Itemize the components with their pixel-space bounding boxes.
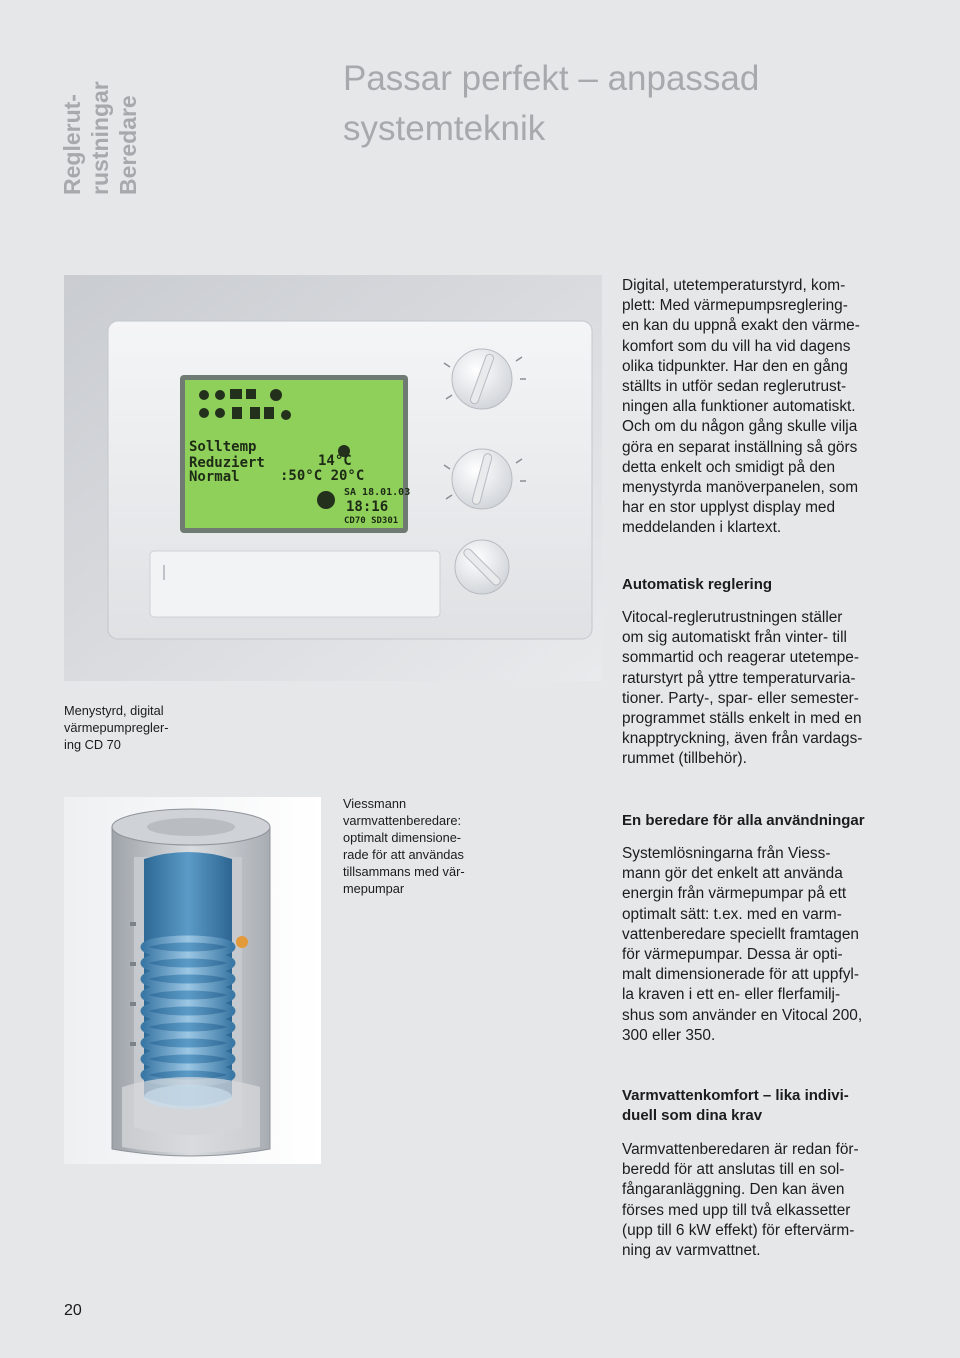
dial-knob-middle xyxy=(452,449,512,509)
paragraph-line: ning av varmvattnet. xyxy=(622,1242,761,1260)
paragraph-line: 300 eller 350. xyxy=(622,1026,716,1044)
paragraph-line: Vitocal-reglerutrustningen ställer xyxy=(622,609,843,626)
heading-beredare: En beredare för alla användningar xyxy=(622,812,865,829)
page-number: 20 xyxy=(64,1302,82,1319)
paragraph-automatisk-reglering xyxy=(622,608,922,770)
paragraph-line: energin från värmepumpar på ett xyxy=(622,885,847,903)
lcd-row3-label: Normal xyxy=(189,469,240,485)
intro-line: olika tidpunkter. Har den en gång xyxy=(622,357,848,375)
intro-line: har en stor upplyst display med xyxy=(622,499,836,517)
heading-line: Varmvattenkomfort – lika indivi- xyxy=(622,1087,849,1104)
caption-line: varmvattenberedare: xyxy=(343,813,462,828)
page-headline xyxy=(343,54,903,154)
paragraph-line: tioner. Party-, spar- eller semester- xyxy=(622,689,859,707)
intro-line: menystyrda manöverpanelen, som xyxy=(622,479,859,497)
lcd-footer: CD70 SD301 xyxy=(344,516,399,526)
lcd-time: 18:16 xyxy=(346,499,389,515)
paragraph-line: la kraven i ett en- eller flerfamilj- xyxy=(622,986,841,1004)
dial-knob-bottom xyxy=(455,540,509,594)
paragraph-line: Systemlösningarna från Viess- xyxy=(622,845,831,862)
paragraph-line: vattenberedare speciellt framtagen xyxy=(622,925,859,943)
caption-line: mepumpar xyxy=(343,881,405,896)
paragraph-line: (upp till 6 kW effekt) för eftervärm- xyxy=(622,1221,855,1239)
paragraph-line: malt dimensionerade för att uppfyl- xyxy=(622,966,859,984)
paragraph-line: rummet (tillbehör). xyxy=(622,750,747,768)
side-label-line1: Reglerut- xyxy=(59,94,85,195)
paragraph-line: shus som använder en Vitocal 200, xyxy=(622,1006,863,1024)
headline-line2: systemteknik xyxy=(343,109,546,148)
side-label-line3: Beredare xyxy=(115,95,141,195)
paragraph-line: Varmvattenberedaren är redan för- xyxy=(622,1141,859,1158)
intro-line: Och om du någon gång skulle vilja xyxy=(622,418,858,436)
lcd-date: SA 18.01.03 xyxy=(344,487,411,498)
intro-paragraph xyxy=(622,276,922,539)
caption-line: rade för att användas xyxy=(343,847,464,862)
caption-line: Viessmann xyxy=(343,796,407,811)
paragraph-line: sommartid och reagerar utetempe- xyxy=(622,649,859,667)
paragraph-line: mann gör det enkelt att använda xyxy=(622,865,843,883)
caption-line: värmepumpregler- xyxy=(64,720,169,735)
intro-line: detta enkelt och smidigt på den xyxy=(622,458,836,476)
paragraph-line: om sig automatiskt från vinter- till xyxy=(622,629,847,647)
paragraph-line: för värmepumpar. Dessa är opti- xyxy=(622,946,843,964)
heading-varmvattenkomfort xyxy=(622,1086,922,1126)
paragraph-line: raturstyrt på yttre temperaturvaria- xyxy=(622,669,856,687)
section-side-label xyxy=(58,60,153,195)
caption-tank xyxy=(343,795,483,897)
paragraph-line: optimalt sätt: t.ex. med en varm- xyxy=(622,905,842,923)
caption-line: ing CD 70 xyxy=(64,737,121,752)
lcd-row1-value: 14°C xyxy=(318,453,352,469)
side-label-line2: rustningar xyxy=(87,81,113,195)
caption-line: optimalt dimensione- xyxy=(343,830,462,845)
dial-knob-top xyxy=(452,349,512,409)
heading-line: duell som dina krav xyxy=(622,1107,763,1124)
paragraph-beredare xyxy=(622,844,922,1046)
controller-image xyxy=(64,275,602,681)
intro-line: plett: Med värmepumpsreglering- xyxy=(622,297,848,315)
intro-line: meddelanden i klartext. xyxy=(622,519,782,537)
intro-line: ningen alla funktioner automatiskt. xyxy=(622,398,856,416)
paragraph-line: beredd för att anslutas till en sol- xyxy=(622,1161,845,1179)
intro-line: göra en separat inställning så görs xyxy=(622,438,858,456)
paragraph-varmvattenkomfort xyxy=(622,1140,922,1261)
intro-line: ställts in utför sedan reglerutrust- xyxy=(622,378,847,396)
paragraph-line: knapptryckning, även från vardags- xyxy=(622,730,863,748)
water-heater-image xyxy=(64,797,321,1164)
lcd-row1-label: Solltemp xyxy=(189,439,257,455)
caption-line: Menystyrd, digital xyxy=(64,703,164,718)
paragraph-line: förses med upp till två elkassetter xyxy=(622,1201,851,1219)
lcd-row2-label: Reduziert xyxy=(189,455,265,471)
intro-line: Digital, utetemperaturstyrd, kom- xyxy=(622,277,846,294)
caption-line: tillsammans med vär- xyxy=(343,864,465,879)
lcd-row2-value: :50°C 20°C xyxy=(280,468,365,484)
intro-line: en kan du uppnå exakt den värme- xyxy=(622,317,860,335)
headline-line1: Passar perfekt – anpassad xyxy=(343,59,760,98)
paragraph-line: fångaranläggning. Den kan även xyxy=(622,1181,845,1199)
intro-line: komfort som du vill ha vid dagens xyxy=(622,337,851,355)
heading-automatisk-reglering: Automatisk reglering xyxy=(622,576,773,593)
paragraph-line: programmet ställs enkelt in med en xyxy=(622,710,862,728)
caption-controller xyxy=(64,702,194,753)
